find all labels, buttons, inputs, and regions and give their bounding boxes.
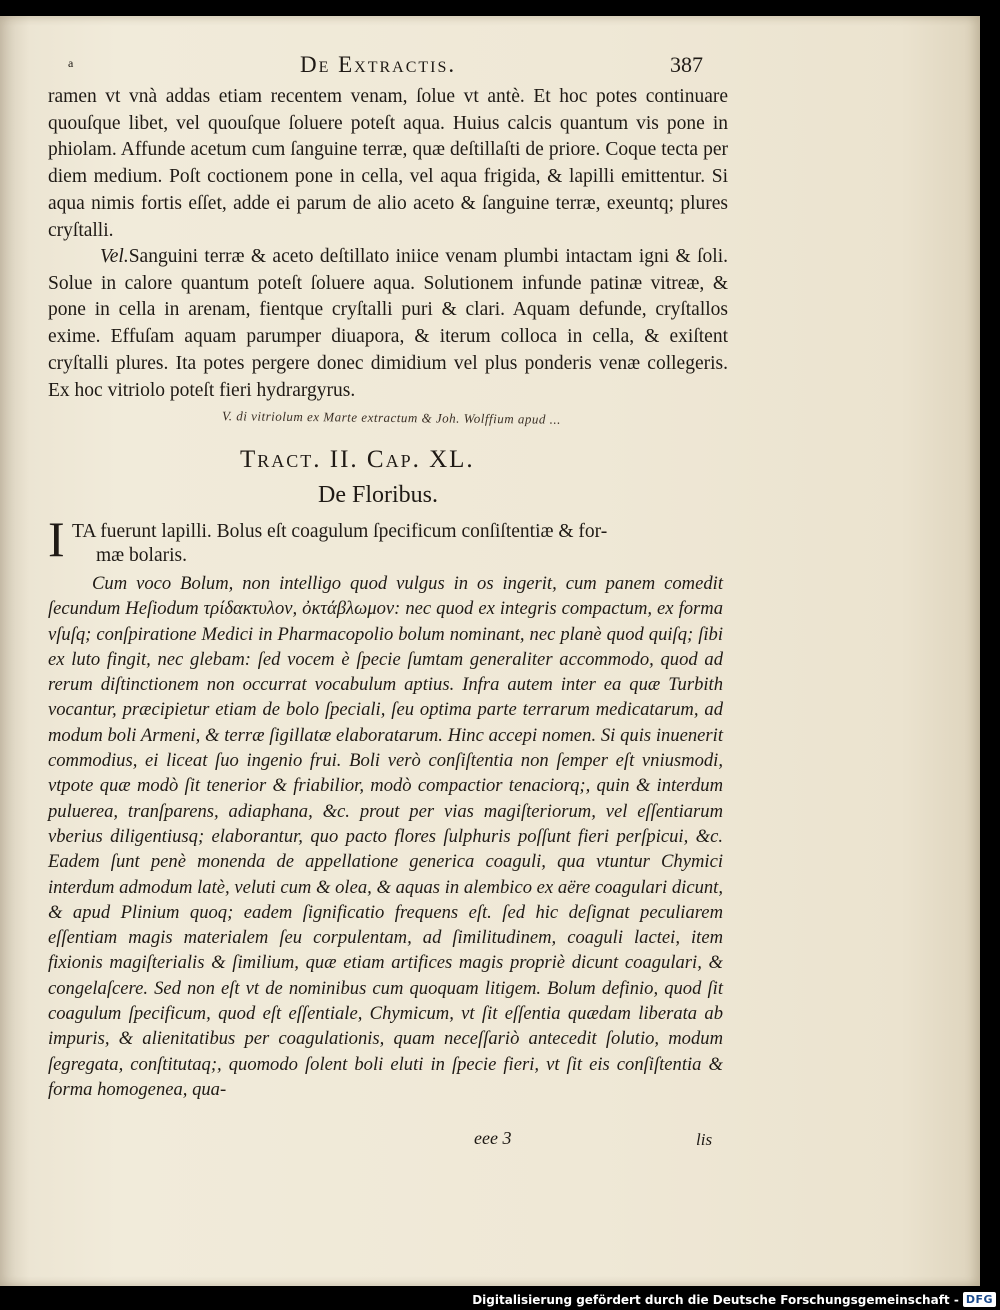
paragraph-1: ramen vt vnà addas etiam recentem venam, ſolue vt antè. Et hoc potes continuare quouſque libet, vel quouſque ſoluere poteſt aqua. Huius calcis quantum vis pone in phiolam. Affunde acetum cum ſanguine terræ, quæ deſtillaſti de priore. Coque tecta per diem medium. Poſt coctionem pone in cella, vel aqua frigida, & lapilli emittentur. Si aqua nimis fortis eſſet, adde ei parum de alio aceto & ſanguine terræ, exeuntq; plures cryſtalli. (48, 86, 728, 241)
intro-line-2: mæ bolaris. (96, 545, 187, 566)
paragraph-2-lead: Vel. (100, 246, 129, 267)
paragraph-2 (48, 244, 728, 404)
chapter-heading: Tract. II. Cap. XL. (240, 446, 475, 473)
catchword: lis (696, 1130, 713, 1149)
italic-commentary: Cum voco Bolum, non intelligo quod vulgus in os ingerit, cum panem comedit ſecundum Heſiodum τρίδακτυλον, ὀκτάβλωμον: nec quod ex integris compactum, ex forma vſuſq; conſpiratione Medici in Pharmacopolio bolum nominant, nec planè quod quiſq; ſibi ex luto fingit, nec glebam: ſed vocem è ſpecie ſumtam generaliter accommodo, quod ad rerum diſtinctionem non occurrat vocabulum aptius. Infra autem inter ea quæ Turbith vocantur, præcipietur etiam de bolo ſpeciali, ſeu optima parte terrarum medicatarum, ad modum boli Armeni, & terræ ſigillatæ elaboratarum. Hinc accepi nomen. Si quis inuenerit commodius, ei liceat ſuo ingenio frui. Boli verò conſiſtentia non ſemper eſt vniusmodi, vtpote quæ modò ſit tenerior & friabilior, modò compactior tenaciorq;, quin & interdum puluerea, tranſparens, adiaphana, &c. prout per vias magiſteriorum, vel eſſentiarum vberius diligentiusq; elaborantur, quo pacto flores ſulphuris poſſunt fieri perſpicui, &c. Eadem ſunt penè monenda de appellatione generica coaguli, qua vtuntur Chymici interdum admodum latè, veluti cum & olea, & aquas in alembico ex aëre coagulari dicunt, & apud Plinium quoq; eadem ſignificatio frequens eſt. ſed hic deſignat peculiarem eſſentiam magis materialem ſeu corpulentam, ad ſimilitudinem, coaguli lactei, item fixionis magiſterialis & ſimilium, quæ etiam artifices magis propriè dicunt coagulari, & congelaſcere. Sed non eſt vt de nominibus cum quoquam litigem. Bolum definio, quod ſit coagulum ſpecificum, quod eſt eſſentiale, Chymicum, vt ſit eſſentia quædam liberata ab impuris, & alienitatibus per coagulationis, quam neceſſariò antecedit ſolutio, modum ſegregata, conſtitutaq;, quomodo ſolent boli eluti in ſpecie fieri, vt ſit eis conſiſtentia & forma homogenea, qua- (48, 573, 723, 1100)
running-head: De Extractis. (300, 52, 457, 77)
corner-mark: a (68, 56, 74, 70)
paragraph-2-text: Sanguini terræ & aceto deſtillato iniice venam plumbi intactam igni & ſoli. Solue in calore quantum poteſt ſoluere aqua. Solutionem infunde patinæ vitreæ, & pone in cella in arenam, fientque cryſtalli puri & clari. Aquam defunde, cryſtallos exime. Effuſam aquam parumper diuapora, & iterum colloca in cella, & exiſtent cryſtalli plures. Ita potes pergere donec dimidium vel plus ponderis venæ collegeris. Ex hoc vitriolo poteſt fieri hydrargyrus. (48, 246, 728, 401)
chapter-subtitle: De Floribus. (318, 482, 438, 508)
book-page (0, 16, 980, 1286)
handwritten-marginal-note: V. di vitriolum ex Marte extractum & Joh. Wolffium apud ... (221, 408, 562, 427)
digitization-footer (472, 1292, 996, 1307)
drop-cap: I (48, 511, 65, 567)
intro-line-1: TA fuerunt lapilli. Bolus eſt coagulum ſpecificum conſiſtentiæ & for- (72, 521, 608, 542)
page-number: 387 (670, 52, 703, 77)
footer-text: Digitalisierung gefördert durch die Deutsche Forschungsgemeinschaft - (472, 1292, 959, 1307)
dfg-logo-icon: DFG (963, 1292, 996, 1307)
signature-mark: eee 3 (474, 1128, 512, 1148)
intro-paragraph (48, 520, 728, 568)
